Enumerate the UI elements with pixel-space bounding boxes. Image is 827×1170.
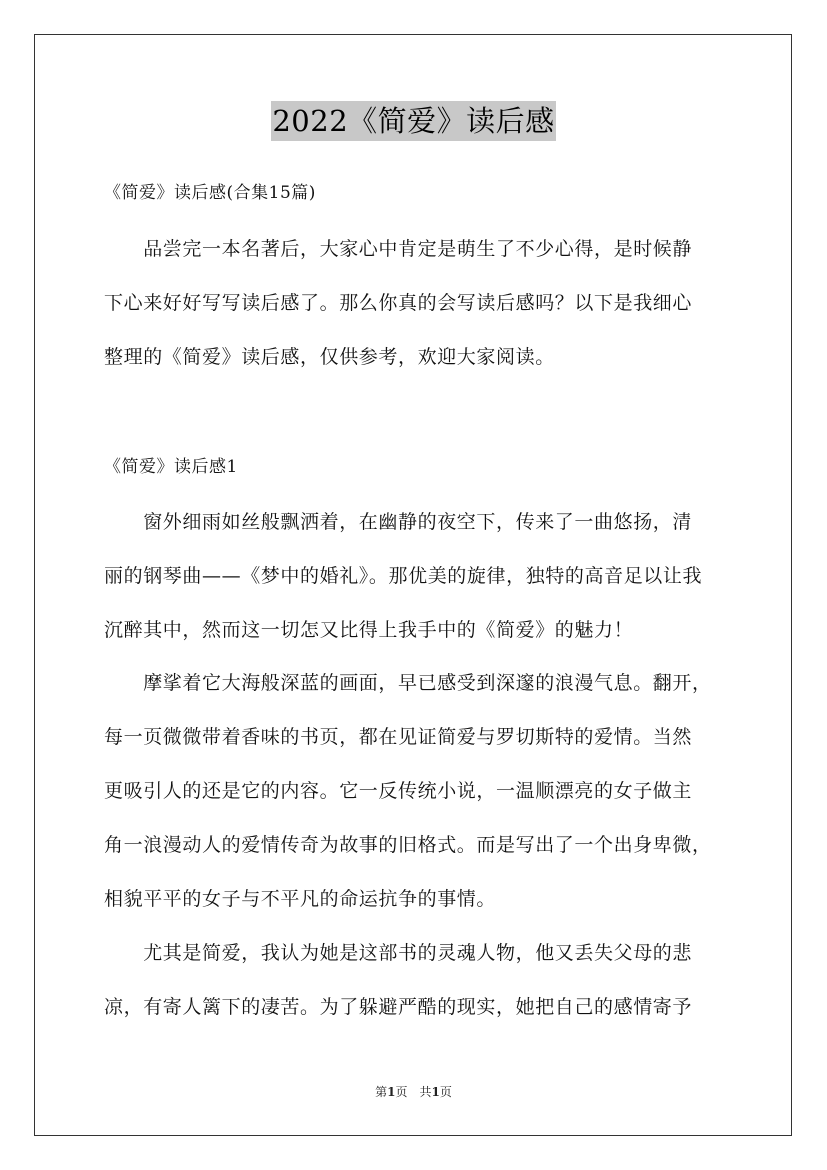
body-line: 相貌平平的女子与不平凡的命运抗争的事情。 <box>104 888 497 910</box>
document-title: 2022《简爱》读后感 <box>271 101 555 141</box>
intro-line: 整理的《简爱》读后感，仅供参考，欢迎大家阅读。 <box>104 346 555 368</box>
body-line: 丽的钢琴曲——《梦中的婚礼》。那优美的旋律，独特的高音足以让我 <box>104 565 703 587</box>
intro-line: 下心来好好写写读后感了。那么你真的会写读后感吗？以下是我细心 <box>104 292 693 314</box>
footer-total-pages: 1 <box>431 1085 440 1099</box>
body-line: 凉，有寄人篱下的凄苦。为了躲避严酷的现实，她把自己的感情寄予 <box>104 996 693 1018</box>
page-footer <box>0 1084 827 1100</box>
intro-line: 品尝完一本名著后，大家心中肯定是萌生了不少心得，是时候静 <box>104 238 693 260</box>
footer-page-prefix: 第 <box>375 1085 388 1099</box>
title-container <box>0 101 827 141</box>
footer-total-suffix: 页 <box>439 1085 452 1099</box>
footer-page-number: 1 <box>387 1085 396 1099</box>
body-line: 窗外细雨如丝般飘洒着，在幽静的夜空下，传来了一曲悠扬，清 <box>104 511 693 533</box>
document-subtitle: 《简爱》读后感(合集15篇) <box>104 183 316 203</box>
section-heading: 《简爱》读后感1 <box>104 457 238 477</box>
body-line: 更吸引人的还是它的内容。它一反传统小说，一温顺漂亮的女子做主 <box>104 780 693 802</box>
body-line: 尤其是简爱，我认为她是这部书的灵魂人物，他又丢失父母的悲 <box>104 942 693 964</box>
body-line: 摩挲着它大海般深蓝的画面，早已感受到深邃的浪漫气息。翻开， <box>104 672 712 694</box>
body-line: 角一浪漫动人的爱情传奇为故事的旧格式。而是写出了一个出身卑微， <box>104 834 712 856</box>
footer-page-suffix: 页 共 <box>395 1085 432 1099</box>
body-line: 每一页微微带着香味的书页，都在见证简爱与罗切斯特的爱情。当然 <box>104 726 693 748</box>
body-line: 沉醉其中，然而这一切怎又比得上我手中的《简爱》的魅力！ <box>104 619 634 641</box>
